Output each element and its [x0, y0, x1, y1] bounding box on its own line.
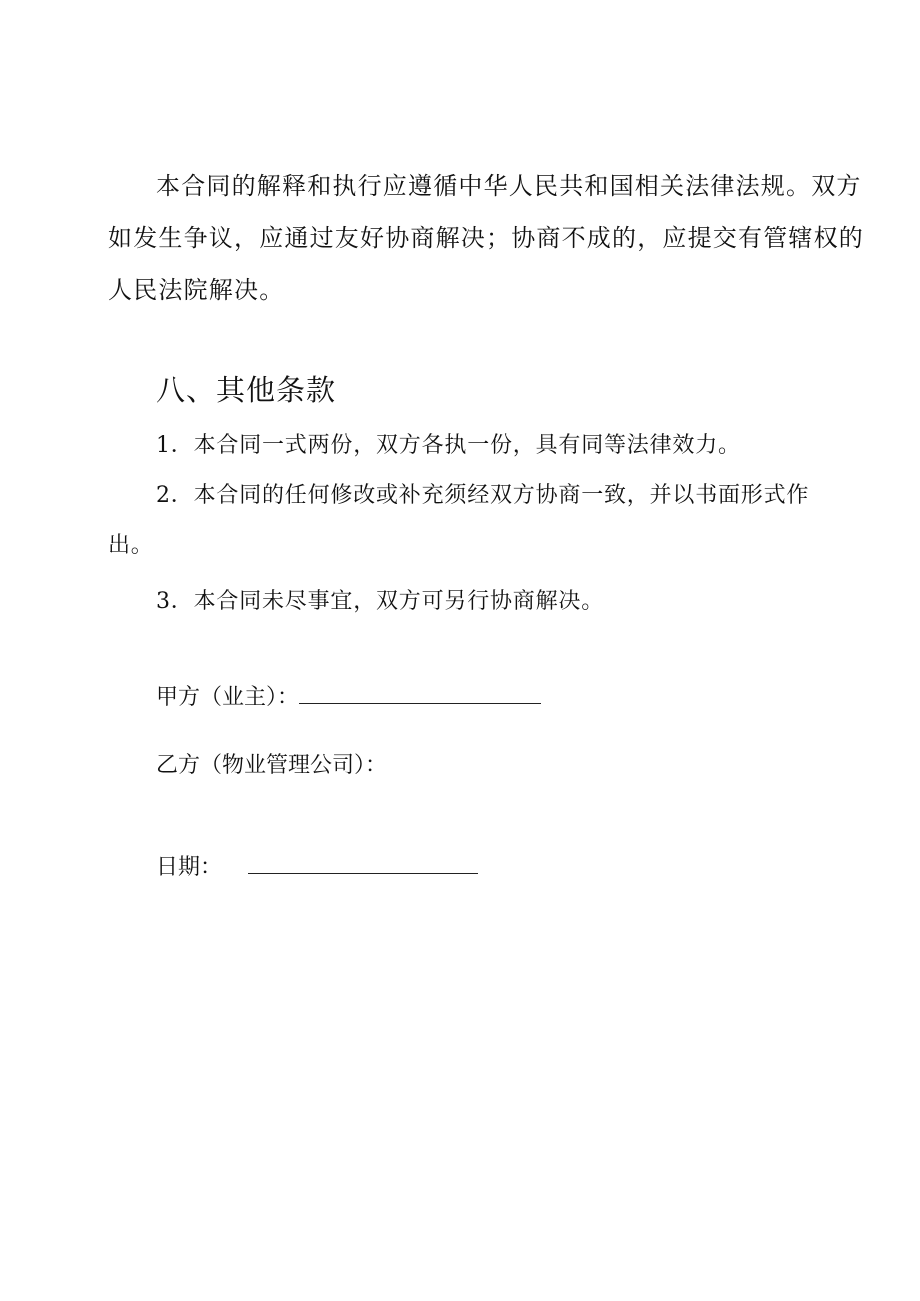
date-row	[156, 850, 478, 881]
dispute-clause-line-2: 如发生争议，应通过友好协商解决；协商不成的，应提交有管辖权的	[108, 224, 864, 252]
clause-item-1: 1．本合同一式两份，双方各执一份，具有同等法律效力。	[156, 433, 741, 458]
date-blank[interactable]	[248, 851, 478, 874]
section-heading-other-terms: 八、其他条款	[156, 373, 337, 407]
party-b-label: 乙方（物业管理公司）：	[156, 753, 388, 778]
party-a-signature-row	[156, 680, 541, 711]
clause-item-3: 3．本合同未尽事宜，双方可另行协商解决。	[156, 589, 604, 614]
party-b-signature-row	[156, 748, 387, 779]
dispute-clause-line-3: 人民法院解决。	[108, 276, 285, 304]
clause-item-2-line-2: 出。	[108, 533, 154, 558]
dispute-clause-line-1: 本合同的解释和执行应遵循中华人民共和国相关法律法规。双方	[156, 172, 862, 200]
party-a-label: 甲方（业主）：	[156, 685, 300, 710]
party-a-signature-blank[interactable]	[299, 681, 541, 704]
dispute-clause-paragraph	[108, 160, 864, 316]
date-label: 日期：	[156, 855, 223, 880]
clause-item-2-line-1: 2．本合同的任何修改或补充须经双方协商一致，并以书面形式作	[156, 483, 810, 508]
